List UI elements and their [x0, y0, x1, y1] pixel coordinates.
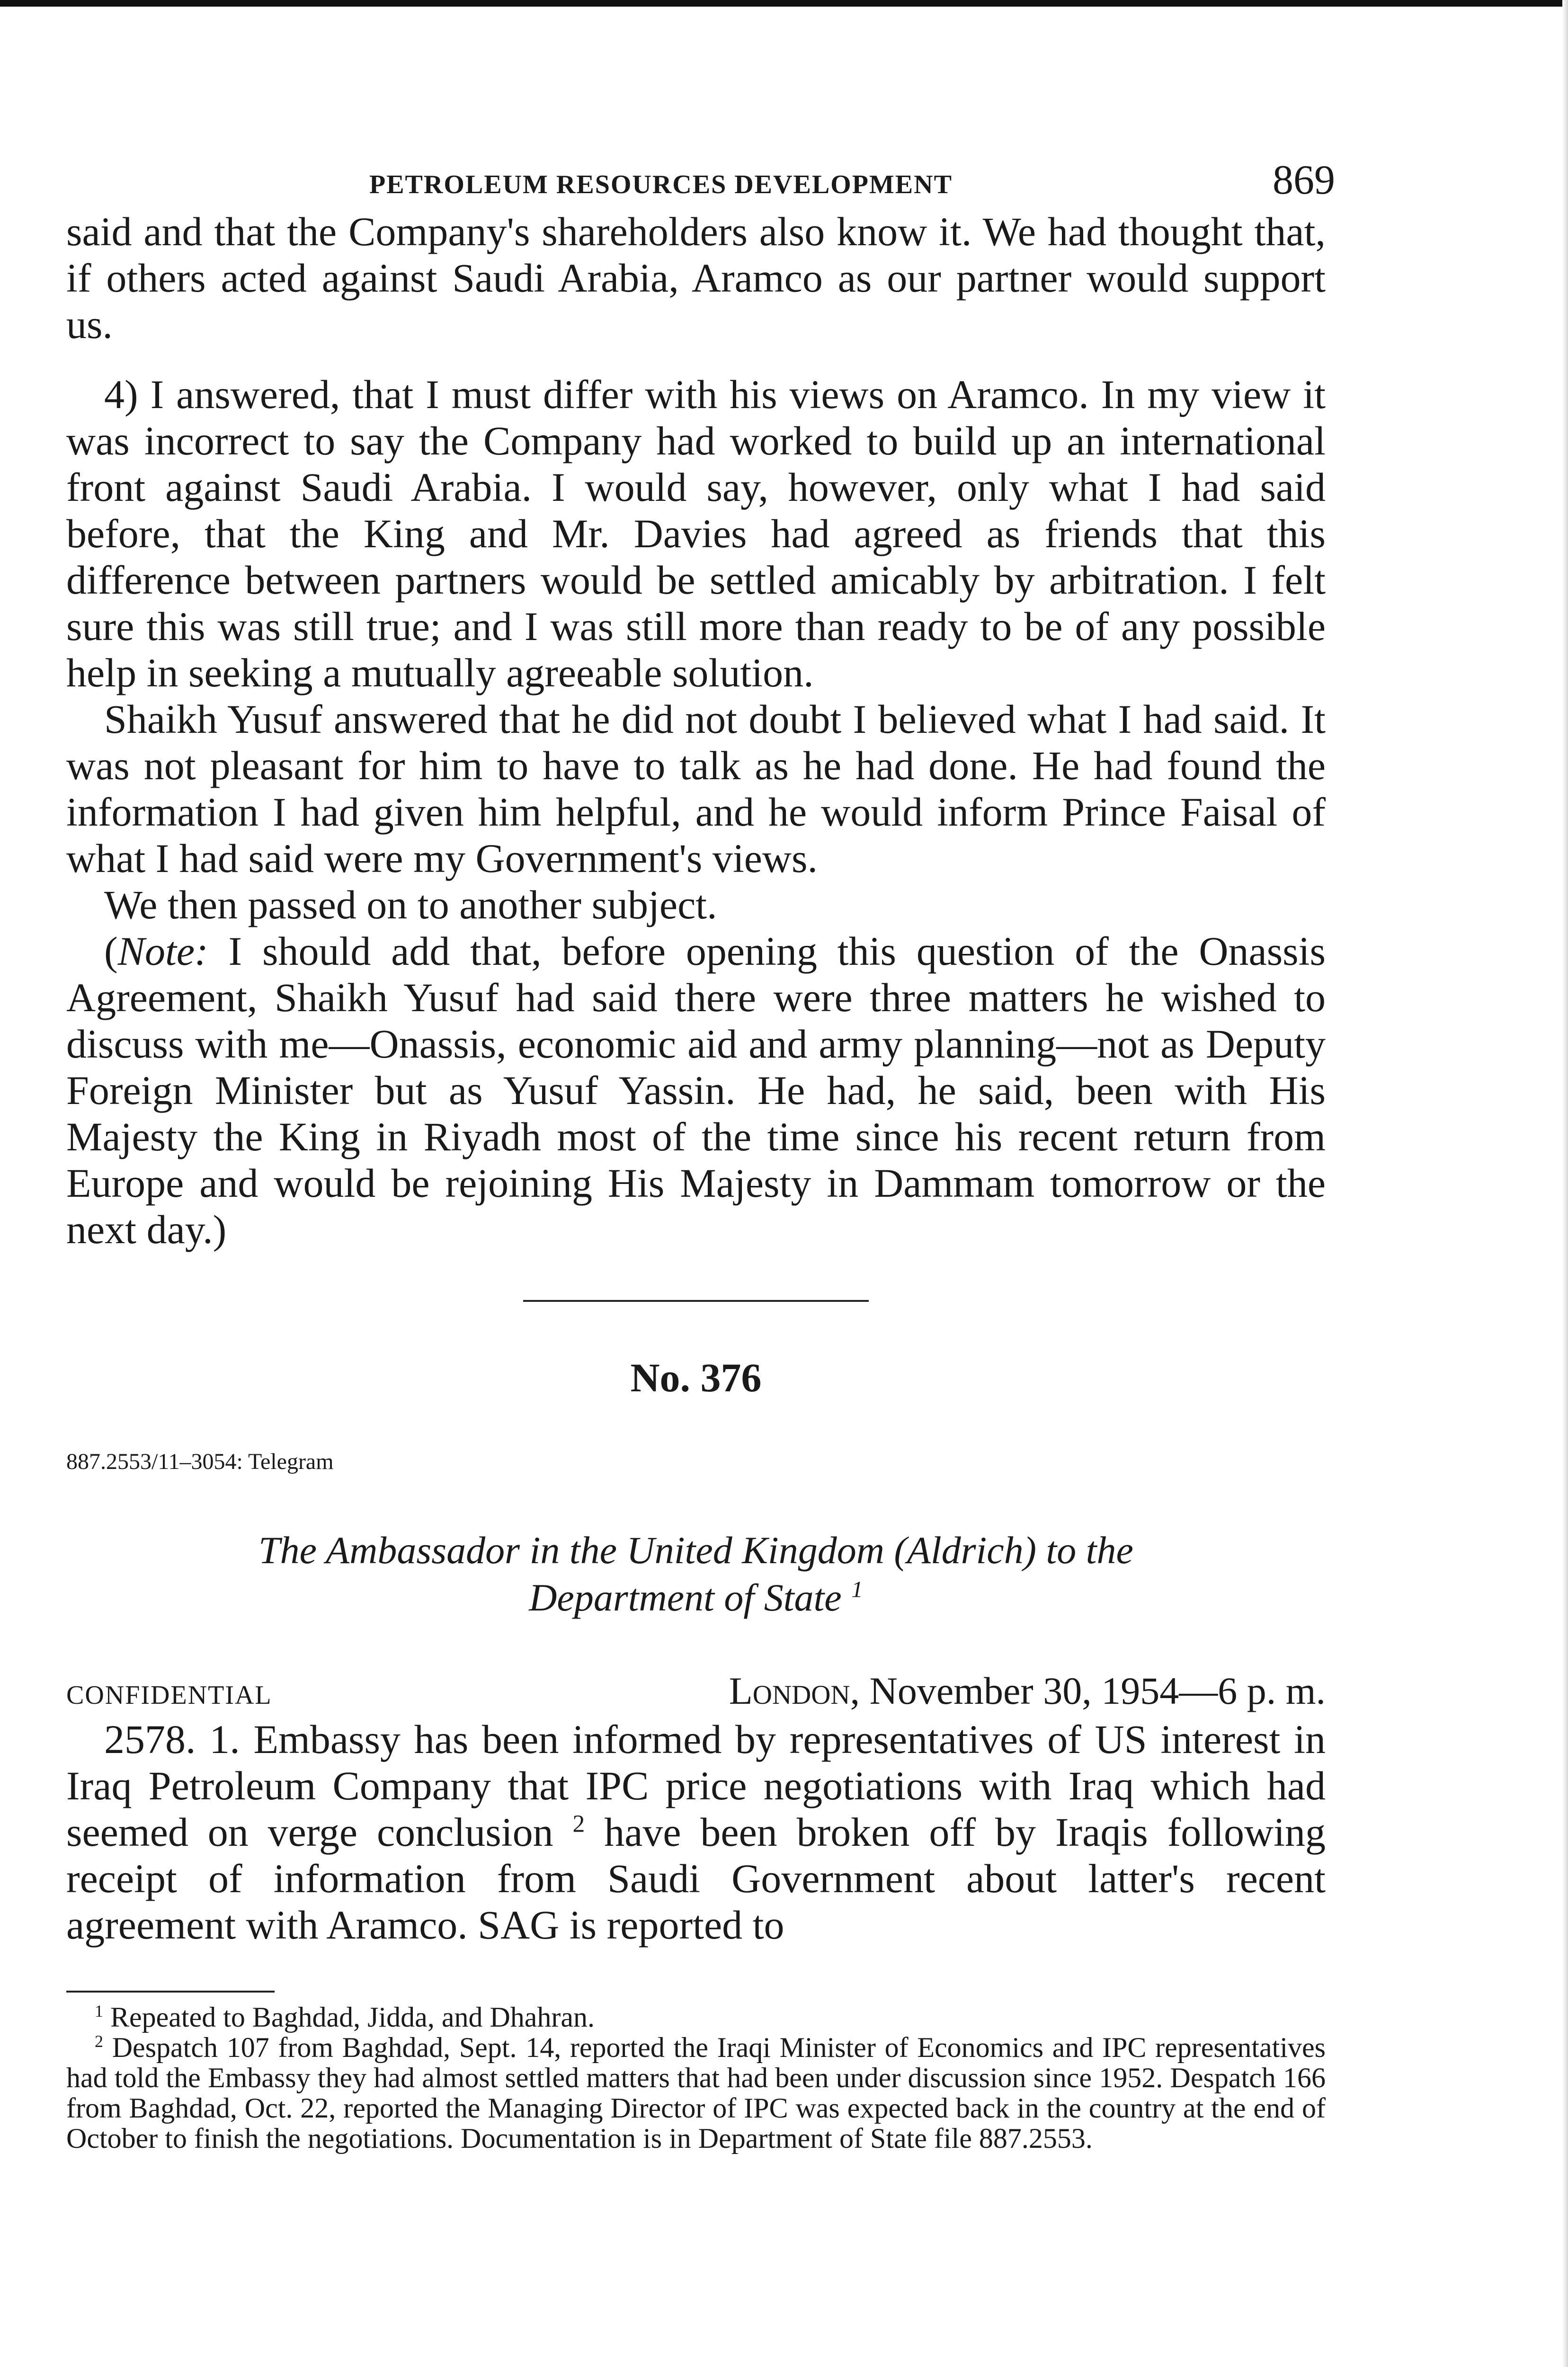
page-header — [66, 156, 1335, 208]
paragraph-transition: We then passed on to another subject. — [104, 882, 717, 927]
document-title: The Ambassador in the United Kingdom (Aldrich) to the Department of State $^1$ — [258, 1529, 1133, 1619]
footnote-ref-1: 1 — [851, 1576, 863, 1602]
footnotes — [66, 2002, 1326, 2153]
footnote-ref-2: 2 — [572, 1810, 585, 1838]
footnote-rule — [66, 1991, 275, 1993]
body-text — [66, 208, 1326, 1253]
date: , November 30, 1954—6 p. m. — [850, 1669, 1326, 1712]
running-head: PETROLEUM RESOURCES DEVELOPMENT — [369, 170, 953, 199]
place-date — [729, 1669, 1326, 1713]
paragraph-response: Shaikh Yusuf answered that he did not doubt I believed what I had said. It was not pleasant for him to have to talk as he had done. He had found the information I had given him helpful, and he would inform Prince Faisal of what I had said were my Government's views. — [66, 696, 1326, 881]
document-number: No. 376 — [630, 1355, 762, 1400]
paragraph-note: (Note: I should add that, before opening this question of the Onassis Agreement, Shaikh Yusuf had said there were three matters he wished to discuss with me—Onassis, economic aid and army planning—not as Deputy Foreign Minister but as Yusuf Yassin. He had, he said, been with His Majesty the King in Riyadh most of the time since his recent return from Europe and would be rejoining His Majesty in Dammam tomorrow or the next day.) — [66, 928, 1326, 1252]
file-reference: 887.2553/11–3054: Telegram — [66, 1449, 334, 1474]
page-number: 869 — [1273, 157, 1335, 203]
paragraph-answer: 4) I answered, that I must differ with his views on Aramco. In my view it was incorrect to say the Company had worked to build up an international front against Saudi Arabia. I would say, however, only what I had said before, that the King and Mr. Davies had agreed as friends that this difference between partners would be settled amicably by arbitration. I felt sure this was still true; and I was still more than ready to be of any possible help in seeking a mutually agreeable solution. — [66, 372, 1326, 695]
telegram-text: 2578. 1. Embassy has been informed by representatives of US interest in Iraq Petroleum Company that IPC price negotiations with Iraq which had seemed on verge conclusion $^2$ have been broken off by Iraqis following receipt of information from Saudi Government about latter's recent agreement with Aramco. SAG is reported to — [66, 1717, 1326, 1948]
top-edge-rule — [0, 0, 1568, 7]
dateline — [66, 1664, 1326, 1716]
footnote-2: $^2$ Despatch 107 from Baghdad, Sept. 14, reported the Iraqi Minister of Economics and IPC representatives had told the Embassy they had almost settled matters that had been under discussion since 1952. Despatch 166 from Baghdad, Oct. 22, reported the Managing Director of IPC was expected back in the country at the end of October to finish the negotiations. Documentation is in Department of State file 887.2553. — [66, 2032, 1326, 2154]
paragraph-continuation: said and that the Company's shareholders also know it. We had thought that, if others acted against Saudi Arabia, Aramco as our partner would support us. — [66, 209, 1326, 347]
section-divider — [523, 1300, 869, 1302]
document-page — [66, 156, 1335, 2154]
footnote-1: $^1$ Repeated to Baghdad, Jidda, and Dhahran. — [95, 2002, 595, 2033]
page-edge-shadow — [1562, 0, 1568, 2367]
note-label: Note: — [117, 928, 208, 974]
classification-label: CONFIDENTIAL — [66, 1681, 272, 1710]
place: London — [729, 1669, 850, 1712]
